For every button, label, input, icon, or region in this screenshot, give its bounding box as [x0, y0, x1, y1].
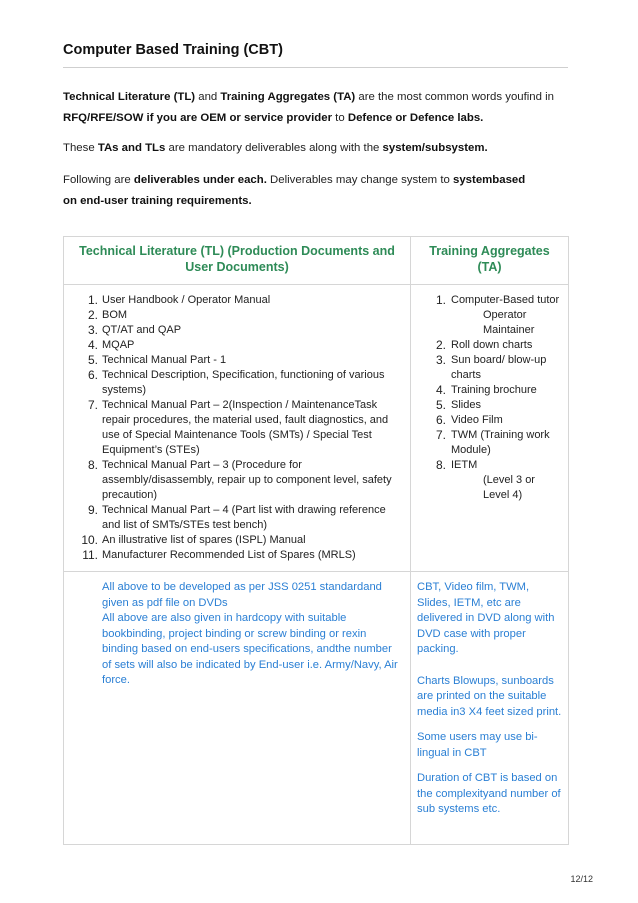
- list-number: 3.: [87, 323, 98, 337]
- list-number: 11.: [82, 548, 98, 562]
- mandatory-paragraph: [63, 138, 568, 159]
- list-number: 10.: [81, 533, 98, 547]
- list-text: Technical Manual Part – 3 (Procedure for assembly/disassembly, repair up to component level, safety precaution): [102, 459, 392, 501]
- list-item: [64, 368, 404, 398]
- bold-text: system/subsystem.: [382, 142, 488, 154]
- list-text: Manufacturer Recommended List of Spares (MRLS): [102, 549, 356, 561]
- text: are the most common words youfind in: [355, 91, 555, 103]
- list-number: 4.: [87, 338, 98, 352]
- ta-list-cell: [411, 285, 569, 572]
- list-text: BOM: [102, 309, 128, 321]
- note-text: Charts Blowups, sunboards are printed on the suitable media in3 X4 feet sized print.: [417, 674, 562, 718]
- list-number: 1.: [87, 293, 98, 307]
- list-number: 9.: [87, 503, 98, 517]
- text: Following are: [63, 174, 134, 186]
- list-text: MQAP: [102, 339, 135, 351]
- bold-text: systembased: [453, 174, 526, 186]
- list-number: 5.: [87, 353, 98, 367]
- list-item: [64, 398, 404, 458]
- list-item: [64, 503, 404, 533]
- bold-text: on end-user training requirements.: [63, 195, 252, 207]
- note-text: All above are also given in hardcopy with suitable bookbinding, project binding or screw binding or rexin binding based on end-users specifications, andthe number of sets will also be indicated by End-user i.e. Army/Navy, Air force.: [102, 612, 398, 686]
- list-item: 7. TWM (Training work Module): [435, 428, 550, 456]
- list-item: 6. Video Film: [435, 413, 503, 427]
- tl-notes-cell: [64, 572, 411, 845]
- page-title: Computer Based Training (CBT): [63, 42, 283, 58]
- note-text: All above to be developed as per JSS 0251 standardand given as pdf file on DVDs: [102, 581, 382, 609]
- list-subitem: Operator: [483, 309, 527, 321]
- bold-text: Technical Literature (TL): [63, 91, 196, 103]
- deliverables-paragraph: [63, 170, 568, 212]
- bold-text: RFQ/RFE/SOW if you are OEM or service provider: [63, 112, 333, 124]
- tl-list-cell: [64, 285, 411, 572]
- page-number: 12/12: [570, 874, 593, 884]
- intro-paragraph: [63, 87, 568, 129]
- header-ta: Training Aggregates (TA): [411, 237, 569, 285]
- table-row: [64, 572, 569, 845]
- list-item: [64, 533, 404, 548]
- title-divider: [63, 67, 568, 68]
- text: and: [195, 91, 221, 103]
- ta-list: [411, 293, 562, 503]
- header-tl: Technical Literature (TL) (Production Documents and User Documents): [64, 237, 411, 285]
- list-item: 2. Roll down charts: [435, 338, 533, 352]
- text: to: [332, 112, 348, 124]
- note-text: CBT, Video film, TWM, Slides, IETM, etc are delivered in DVD along with DVD case with proper packing.: [417, 581, 555, 655]
- list-number: 7.: [87, 398, 98, 412]
- text: These: [63, 142, 98, 154]
- bold-text: Training Aggregates (TA): [220, 91, 356, 103]
- list-item: [64, 458, 404, 503]
- list-text: Technical Description, Specification, functioning of various systems): [102, 369, 385, 396]
- table-row: [64, 285, 569, 572]
- list-text: An illustrative list of spares (ISPL) Manual: [102, 534, 306, 546]
- list-item: [64, 548, 404, 563]
- text: are mandatory deliverables along with the: [165, 142, 383, 154]
- text: Deliverables may change system to: [266, 174, 454, 186]
- list-subitem: (Level 3 or Level 4): [483, 474, 535, 501]
- bold-text: TAs and TLs: [97, 142, 166, 154]
- deliverables-table: [63, 236, 569, 845]
- list-text: Technical Manual Part - 1: [102, 354, 227, 366]
- list-number: 6.: [87, 368, 98, 382]
- list-item: 1. Computer-Based tutor: [435, 293, 560, 307]
- list-text: Technical Manual Part – 2(Inspection / MaintenanceTask repair procedures, the material used, fault diagnostics, and use of Special Maintenance Tools (SMTs) / Special Test Equipment’s (STEs): [102, 399, 389, 456]
- note-text: Duration of CBT is based on the complexityand number of sub systems etc.: [417, 772, 561, 815]
- list-item: 8. IETM: [435, 458, 478, 472]
- list-text: Technical Manual Part – 4 (Part list with drawing reference and list of SMTs/STEs test bench): [102, 504, 386, 531]
- list-item: [64, 338, 404, 353]
- list-item: [64, 323, 404, 338]
- note-text: Some users may use bi-lingual in CBT: [417, 731, 538, 759]
- list-item: [64, 353, 404, 368]
- list-item: 5. Slides: [435, 398, 481, 412]
- table-header-row: [64, 237, 569, 285]
- bold-text: deliverables under each.: [133, 174, 267, 186]
- list-text: User Handbook / Operator Manual: [102, 294, 271, 306]
- list-item: [64, 293, 404, 308]
- list-number: 8.: [87, 458, 98, 472]
- list-item: 3. Sun board/ blow-up charts: [435, 353, 547, 381]
- list-text: QT/AT and QAP: [102, 324, 182, 336]
- list-subitem: Maintainer: [483, 324, 535, 336]
- list-item: [64, 308, 404, 323]
- bold-text: Defence or Defence labs.: [347, 112, 484, 124]
- list-number: 2.: [87, 308, 98, 322]
- list-item: 4. Training brochure: [435, 383, 537, 397]
- ta-notes-cell: [411, 572, 569, 845]
- tl-list: [64, 293, 404, 563]
